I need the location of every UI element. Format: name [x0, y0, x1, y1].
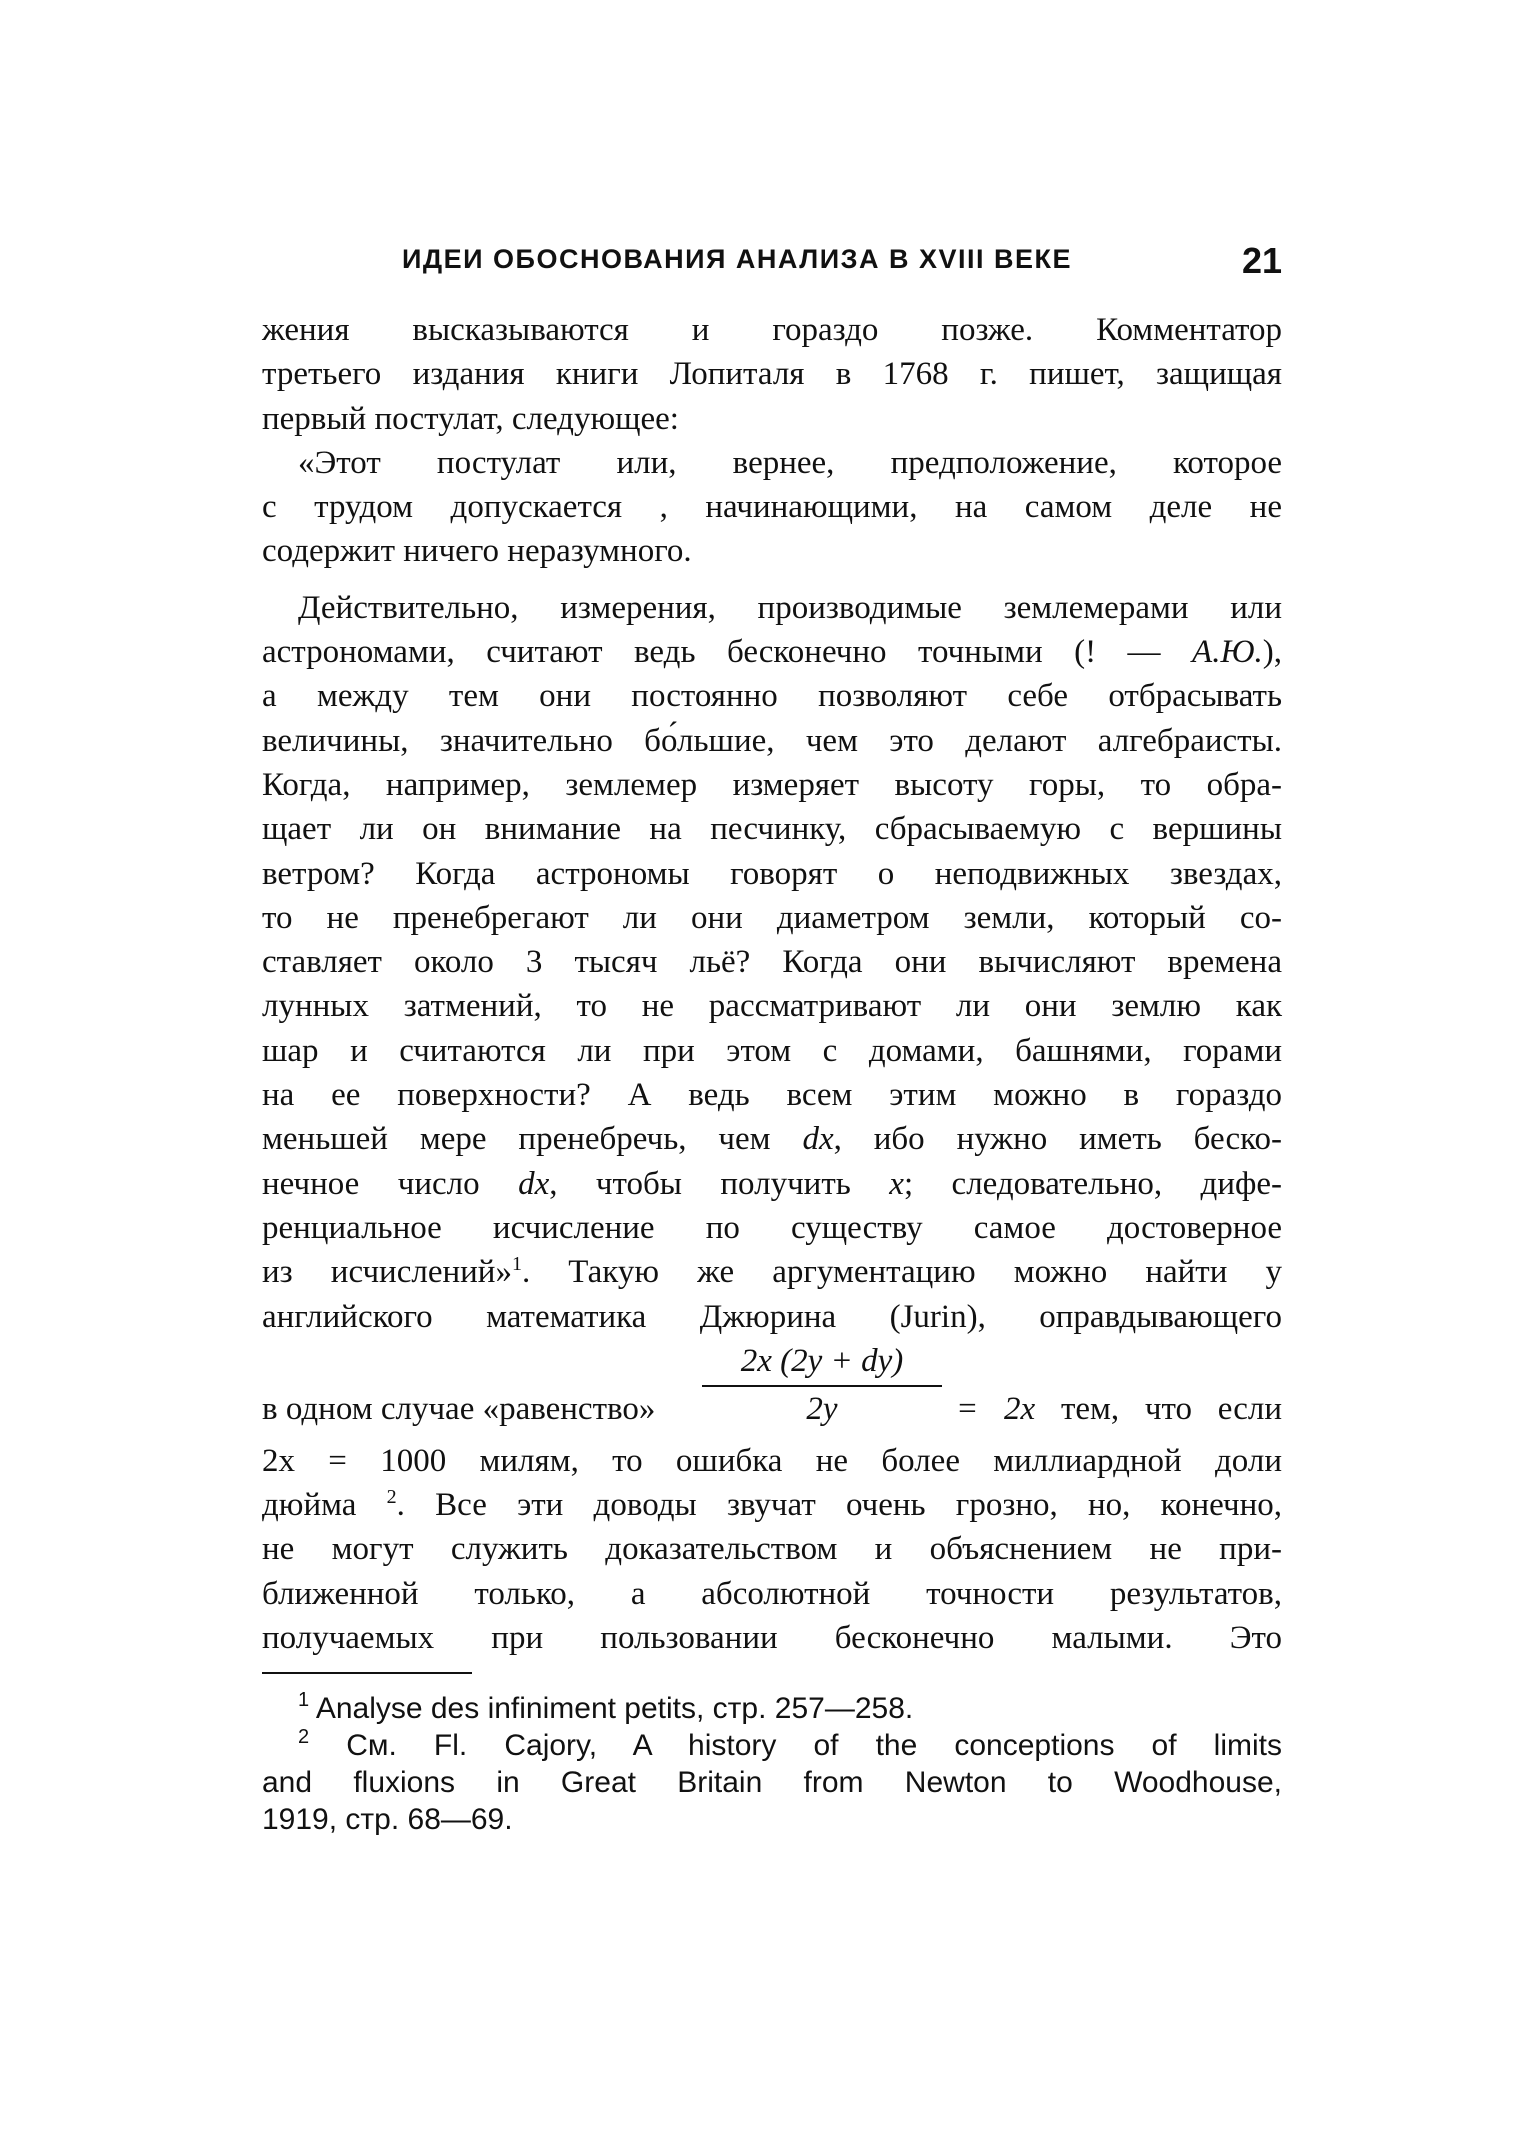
footnote-ref: 1 — [511, 1253, 522, 1276]
fraction-numerator: 2x (2y + dy) — [740, 1342, 904, 1379]
quote-line: Когда, например, землемер измеряет высоту горы, то обра- — [262, 766, 1282, 803]
quote-line: величины, значительно бо́льшие, чем это делают алгебраисты. — [262, 722, 1282, 759]
formula-prefix: в одном случае «равенство» — [262, 1390, 656, 1427]
footnote-ref: 2 — [386, 1486, 397, 1509]
quote-line: «Этот постулат или, вернее, предположение, которое — [298, 444, 1282, 481]
footnote-marker: 2 — [298, 1726, 310, 1748]
text-line: ближенной только, а абсолютной точности результатов, — [262, 1575, 1282, 1612]
math-dx: dx — [518, 1165, 550, 1202]
quote-line: меньшей мере пренебречь, чем dx, ибо нужно иметь беско- — [262, 1121, 1282, 1158]
formula-fraction — [702, 1339, 942, 1431]
quote-line: английского математика Джюрина (Jurin), оправдывающего — [262, 1298, 1282, 1335]
page-number: 21 — [1241, 240, 1282, 281]
quote-line: нечное число dx, чтобы получить x; следовательно, дифе- — [262, 1165, 1283, 1202]
footnote-rule — [262, 1672, 472, 1674]
formula-line — [262, 1339, 1282, 1439]
math-x: x — [889, 1165, 904, 1202]
quote-line: из исчислений»$^1$. Такую же аргументацию можно найти у — [262, 1253, 1282, 1291]
text-line: третьего издания книги Лопиталя в 1768 г. пишет, защищая — [262, 356, 1282, 393]
author-initials: А.Ю. — [1192, 634, 1263, 671]
quote-line: ренциальное исчисление по существу самое достоверное — [262, 1209, 1282, 1246]
quote-line: Действительно, измерения, производимые землемерами или — [298, 589, 1282, 626]
quote-line: содержит ничего неразумного. — [262, 533, 692, 570]
quote-line: то не пренебрегают ли они диаметром земли, который со- — [262, 899, 1282, 936]
math-dx: dx — [802, 1121, 834, 1158]
quote-line: ставляет около 3 тысяч льё? Когда они вычисляют времена — [262, 944, 1282, 981]
text-line: 2x = 1000 милям, то ошибка не более миллиардной доли — [262, 1442, 1282, 1479]
footnote-2-line: and fluxions in Great Britain from Newton to Woodhouse, — [262, 1766, 1282, 1799]
text-line: получаемых при пользовании бесконечно малыми. Это — [262, 1620, 1282, 1657]
footnotes — [262, 1690, 1282, 1838]
text-line: не могут служить доказательством и объяснением не при- — [262, 1531, 1282, 1568]
fraction-denominator: 2y — [806, 1390, 838, 1427]
running-header — [262, 240, 1282, 286]
text-line: первый постулат, следующее: — [262, 400, 679, 437]
footnote-marker: 1 — [298, 1689, 310, 1711]
quote-line: астрономами, считают ведь бесконечно точными (! — А.Ю.), — [262, 634, 1283, 671]
quote-line: ветром? Когда астрономы говорят о неподвижных звездах, — [262, 855, 1282, 892]
quote-line: лунных затмений, то не рассматривают ли они землю как — [262, 988, 1282, 1025]
quote-line: а между тем они постоянно позволяют себе отбрасывать — [262, 678, 1282, 715]
footnote-1: $^1$ Analyse des infiniment petits, стр. 257—258. — [298, 1689, 914, 1725]
footnote-2-line: 1919, стр. 68—69. — [262, 1803, 513, 1836]
text-line: жения высказываются и гораздо позже. Комментатор — [262, 312, 1282, 348]
running-title: ИДЕИ ОБОСНОВАНИЯ АНАЛИЗА В XVIII ВЕКЕ — [402, 244, 1073, 274]
quote-line: с трудом допускается , начинающими, на самом деле не — [262, 489, 1282, 526]
quote-line: на ее поверхности? А ведь всем этим можно в гораздо — [262, 1077, 1282, 1114]
quote-line: щает ли он внимание на песчинку, сбрасываемую с вершины — [262, 811, 1282, 848]
formula-rhs: = 2x тем, что если — [956, 1390, 1283, 1427]
footnote-2: $^2$ См. Fl. Cajory, A history of the conceptions of limits — [298, 1726, 1282, 1762]
quote-line: шар и считаются ли при этом с домами, башнями, горами — [262, 1032, 1282, 1069]
main-text — [262, 308, 1282, 1660]
text-line: дюйма $^2$. Все эти доводы звучат очень грозно, но, конечно, — [262, 1486, 1283, 1524]
